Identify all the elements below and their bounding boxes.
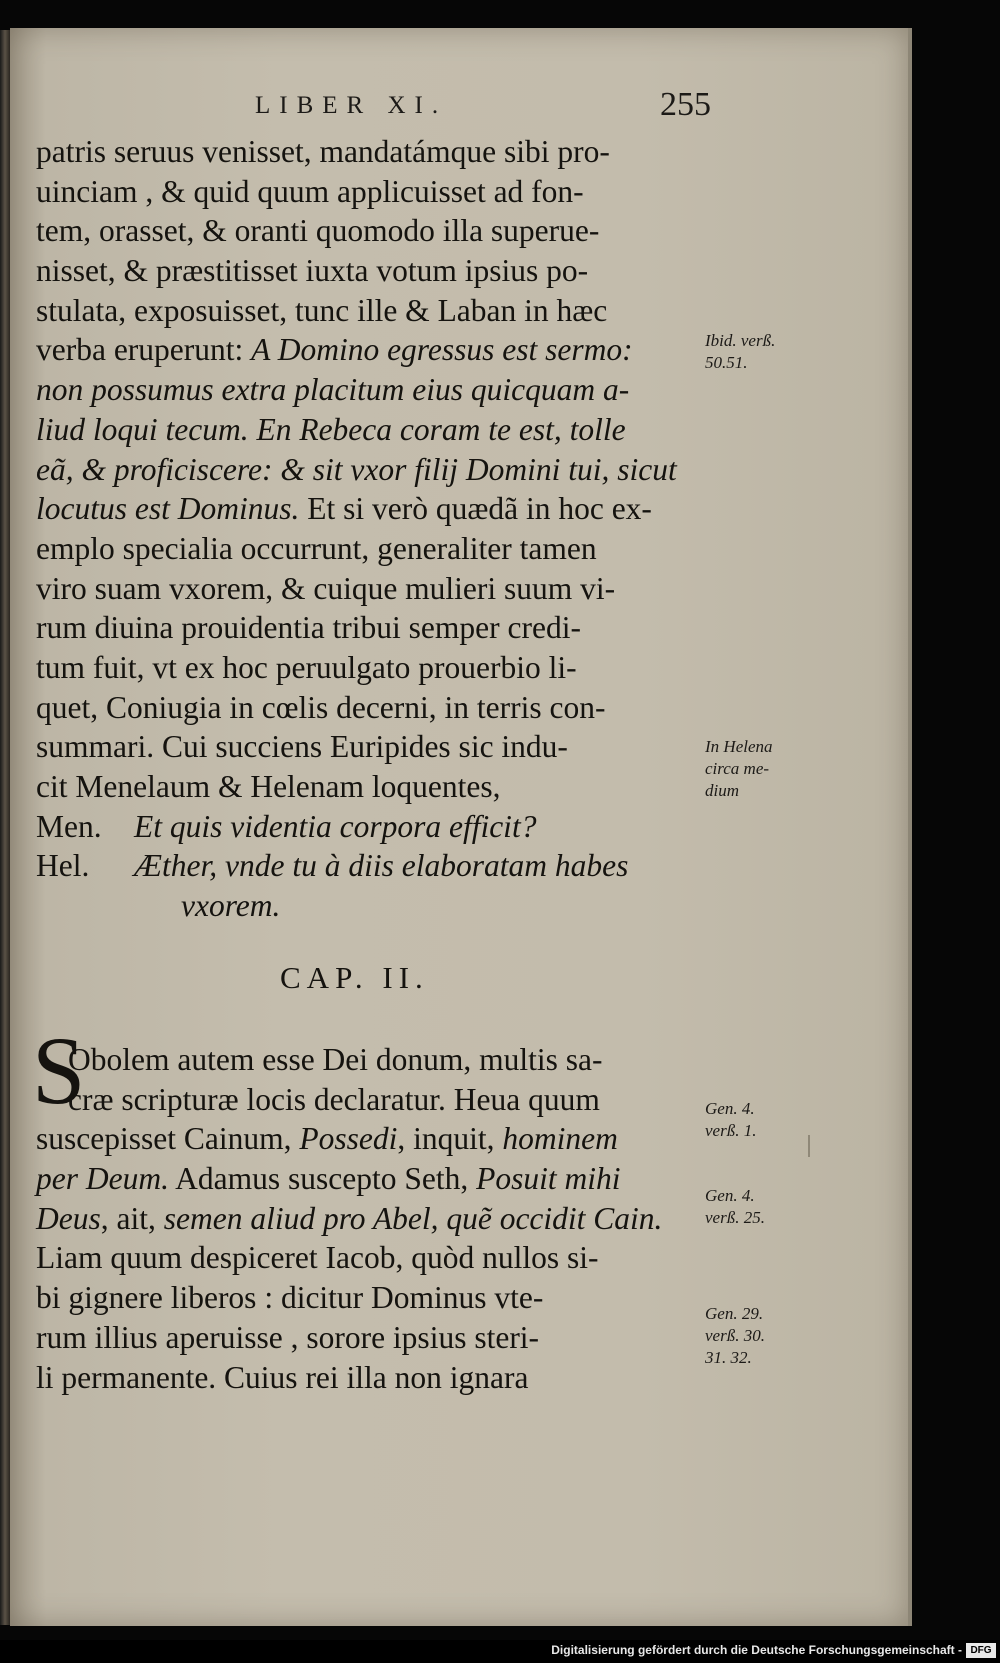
speaker-label: Men. [36, 808, 102, 844]
roman-text: bi gignere liberos : dicitur Dominus vte- [36, 1280, 544, 1316]
text-line [36, 489, 706, 529]
text-line [36, 1358, 706, 1398]
text-line [36, 688, 706, 728]
text-line [36, 1159, 706, 1199]
roman-text: tem, orasset, & oranti quomodo illa superue- [36, 213, 600, 249]
margin-note-line: verß. 25. [705, 1208, 765, 1227]
margin-note-line: verß. 1. [705, 1121, 757, 1140]
margin-note [705, 1303, 765, 1369]
text-line [36, 608, 706, 648]
text-line [36, 569, 706, 609]
text-line [36, 1318, 706, 1358]
italic-text: liud loqui tecum. En Rebeca coram te est, tolle [36, 411, 626, 447]
roman-text: cit Menelaum & Helenam loquentes, [36, 769, 501, 804]
text-line [36, 291, 706, 331]
roman-text: Et si verò quædã in hoc ex- [299, 491, 652, 527]
verse-text: Et quis videntia corpora efficit? [134, 808, 537, 844]
roman-text: uinciam , & quid quum applicuisset ad fon- [36, 173, 584, 209]
page-edge [908, 28, 912, 1626]
italic-text: semen aliud pro Abel, quẽ occidit Cain. [163, 1200, 663, 1236]
roman-text: rum illius aperuisse , sorore ipsius steri- [36, 1319, 540, 1355]
roman-text: quet, Coniugia in cœlis decerni, in terris con- [36, 689, 606, 725]
text-line [36, 330, 706, 370]
roman-text: patris seruus venisset, mandatámque sibi pro- [36, 134, 610, 169]
italic-text: Deus [36, 1200, 101, 1236]
footer-credit: Digitalisierung gefördert durch die Deutsche Forschungsgemeinschaft - [551, 1643, 962, 1657]
margin-note [705, 736, 773, 802]
roman-text: emplo specialia occurrunt, generaliter tamen [36, 530, 597, 566]
dfg-logo: DFG [966, 1643, 996, 1658]
roman-text: rum diuina prouidentia tribui semper credi- [36, 610, 581, 646]
text-line [36, 172, 706, 212]
roman-text: verba eruperunt: [36, 332, 252, 368]
margin-note-line: circa me- [705, 759, 770, 778]
margin-note-line: In Helena [705, 737, 773, 756]
italic-text: locutus est Dominus. [36, 491, 300, 527]
text-line [36, 1238, 706, 1278]
margin-note-line: Gen. 4. [705, 1099, 755, 1118]
italic-text: Possedi [299, 1121, 398, 1157]
margin-note-line: Ibid. verß. [705, 331, 776, 350]
verse-line [36, 886, 706, 926]
chapter-2-text [36, 1040, 706, 1397]
roman-text: summari. Cui succiens Euripides sic indu- [36, 729, 568, 765]
margin-notes [705, 0, 815, 1663]
roman-text: li permanente. Cuius rei illa non ignara [36, 1359, 529, 1395]
text-line [36, 450, 706, 490]
text-line [36, 370, 706, 410]
text-line [36, 410, 706, 450]
margin-note-line: Gen. 4. [705, 1186, 755, 1205]
verse-line [36, 846, 706, 886]
roman-text: nisset, & præstitisset iuxta votum ipsius po- [36, 253, 589, 289]
roman-text: viro suam vxorem, & cuique mulieri suum vi- [36, 570, 616, 606]
italic-text: non possumus extra placitum eius quicquam a- [36, 372, 630, 408]
roman-text: tum fuit, vt ex hoc peruulgato prouerbio li- [36, 649, 577, 685]
stray-mark [808, 1135, 810, 1157]
margin-note [705, 330, 775, 374]
page-number: 255 [660, 86, 711, 123]
verse-line [36, 807, 706, 847]
roman-text: cræ scripturæ locis declaratur. Heua quum [68, 1081, 600, 1117]
text-line [36, 648, 706, 688]
verse-text: vxorem. [181, 888, 281, 924]
italic-text: A Domino egressus est sermo: [251, 332, 633, 368]
margin-note [705, 1185, 765, 1229]
drop-cap: S [32, 1017, 86, 1124]
roman-text: suscepisset Cainum, [36, 1121, 300, 1157]
margin-note-line: Gen. 29. [705, 1304, 764, 1323]
text-line [36, 1040, 706, 1080]
italic-text: eã, & proficiscere: & sit vxor filij Domini tui, sicut [36, 451, 677, 487]
italic-text: Posuit mihi [476, 1161, 621, 1197]
text-line [36, 529, 706, 569]
chapter-heading: CAP. II. [280, 960, 429, 995]
margin-note-line: 31. 32. [705, 1348, 752, 1367]
italic-text: hominem [502, 1121, 618, 1157]
roman-text: , inquit, [397, 1121, 503, 1157]
margin-note-line: dium [705, 781, 739, 800]
italic-text: per Deum. [36, 1161, 169, 1197]
text-line [36, 211, 706, 251]
margin-note [705, 1098, 756, 1142]
roman-text: Obolem autem esse Dei donum, multis sa- [68, 1042, 603, 1077]
running-head: LIBER XI. [255, 92, 448, 119]
margin-note-line: 50.51. [705, 353, 748, 372]
text-line [36, 132, 706, 172]
text-line [36, 767, 706, 807]
speaker-label: Hel. [36, 848, 90, 884]
roman-text: , ait, [100, 1200, 164, 1236]
roman-text: stulata, exposuisset, tunc ille & Laban in hæc [36, 292, 608, 328]
digitization-footer [0, 1640, 1000, 1663]
chapter-1-text [36, 132, 706, 926]
text-line [36, 1119, 706, 1159]
text-line [36, 251, 706, 291]
page-header [245, 86, 715, 126]
verse-text: Æther, vnde tu à diis elaboratam habes [134, 848, 629, 884]
text-line [36, 1278, 706, 1318]
text-line [36, 727, 706, 767]
roman-text: Liam quum despiceret Iacob, quòd nullos si- [36, 1240, 599, 1276]
text-line [36, 1199, 706, 1239]
text-line [36, 1080, 706, 1120]
margin-note-line: verß. 30. [705, 1326, 765, 1345]
roman-text: Adamus suscepto Seth, [168, 1161, 477, 1197]
book-spine-edge [0, 30, 10, 1625]
